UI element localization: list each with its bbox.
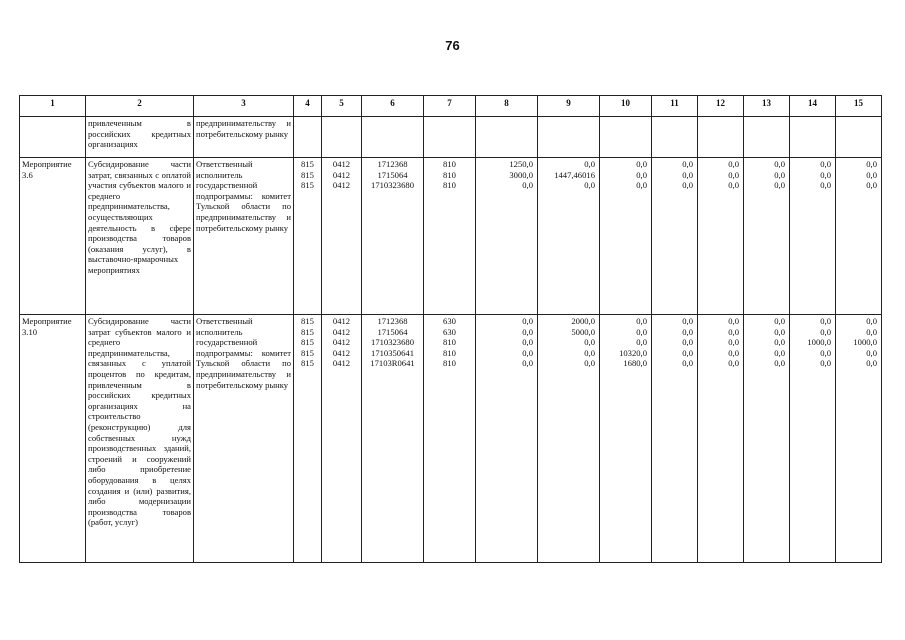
value-cell-c10	[600, 117, 652, 158]
value-line: 3000,0	[509, 169, 533, 180]
value-line: 0,0	[728, 316, 739, 326]
value-cell-c15	[836, 315, 882, 563]
column-header-2: 2	[86, 96, 194, 117]
value-line: 815	[301, 180, 314, 191]
column-header-3: 3	[194, 96, 294, 117]
column-header-15: 15	[836, 96, 882, 117]
value-line: 0,0	[728, 337, 739, 348]
value-line: 815	[301, 169, 314, 180]
column-header-12: 12	[698, 96, 744, 117]
value-line: 815	[301, 358, 314, 369]
value-cell-c4	[294, 315, 322, 563]
event-cell: Мероприятие 3.10	[20, 315, 86, 563]
value-line: 810	[443, 159, 456, 169]
value-line: 0,0	[584, 358, 595, 369]
value-cell-c6	[362, 117, 424, 158]
description-cell: Субсидирование части затрат, связанных с оплатой участия субъектов малого и среднего предпринимательства, осуществляющих деятельность в сфере производства товаров (оказания услуг), в выставочно-ярмарочных мероприятиях	[86, 158, 194, 315]
value-line: 0412	[332, 337, 351, 348]
value-cell-c4	[294, 158, 322, 315]
value-cell-c7	[424, 117, 476, 158]
value-line: 810	[443, 358, 456, 369]
value-line: 810	[443, 180, 456, 191]
value-cell-c12	[698, 158, 744, 315]
value-line: 1447,46016	[554, 169, 595, 180]
value-line: 815	[301, 159, 314, 169]
value-line: 0,0	[522, 358, 533, 369]
value-cell-c7	[424, 315, 476, 563]
value-line: 1250,0	[509, 159, 533, 169]
value-line: 0,0	[774, 326, 785, 337]
value-cell-c10	[600, 158, 652, 315]
value-line: 1715064	[377, 326, 408, 337]
value-line: 0,0	[728, 169, 739, 180]
value-line: 0,0	[522, 347, 533, 358]
value-line: 0412	[332, 159, 351, 169]
executor-cell: Ответственный исполнитель государственной подпрограммы: комитет Тульской области по предпринимательству и потребительскому рынку	[194, 315, 294, 563]
value-line: 815	[301, 316, 314, 326]
column-header-7: 7	[424, 96, 476, 117]
column-header-8: 8	[476, 96, 538, 117]
value-line: 0,0	[728, 159, 739, 169]
value-line: 0,0	[774, 316, 785, 326]
value-line: 0,0	[728, 347, 739, 358]
value-line: 0,0	[774, 169, 785, 180]
value-line: 0,0	[682, 337, 693, 348]
value-line: 0,0	[584, 159, 595, 169]
table-row	[20, 158, 882, 315]
budget-table	[19, 95, 882, 563]
value-cell-c15	[836, 158, 882, 315]
value-line: 0,0	[682, 159, 693, 169]
value-cell-c6	[362, 158, 424, 315]
value-cell-c14	[790, 315, 836, 563]
value-line: 1000,0	[807, 337, 831, 348]
value-line: 0,0	[636, 169, 647, 180]
value-line: 0,0	[522, 180, 533, 191]
value-cell-c5	[322, 158, 362, 315]
value-line: 1712368	[377, 316, 408, 326]
column-header-11: 11	[652, 96, 698, 117]
value-line: 1715064	[377, 169, 408, 180]
value-line: 0,0	[820, 159, 831, 169]
value-line: 0412	[332, 316, 351, 326]
value-line: 630	[443, 316, 456, 326]
value-cell-c8	[476, 117, 538, 158]
value-cell-c6	[362, 315, 424, 563]
value-line: 815	[301, 337, 314, 348]
column-header-13: 13	[744, 96, 790, 117]
value-line: 0,0	[774, 347, 785, 358]
value-line: 0,0	[866, 326, 877, 337]
value-line: 0,0	[682, 169, 693, 180]
value-line: 0,0	[522, 337, 533, 348]
value-line: 0,0	[866, 347, 877, 358]
value-cell-c12	[698, 117, 744, 158]
value-cell-c15	[836, 117, 882, 158]
value-line: 1680,0	[623, 358, 647, 369]
executor-cell: Ответственный исполнитель государственной подпрограммы: комитет Тульской области по предпринимательству и потребительскому рынку	[194, 158, 294, 315]
value-line: 0,0	[866, 358, 877, 369]
column-header-1: 1	[20, 96, 86, 117]
value-line: 0,0	[682, 316, 693, 326]
value-line: 0,0	[820, 316, 831, 326]
value-line: 1710323680	[371, 180, 414, 191]
value-cell-c8	[476, 158, 538, 315]
value-line: 815	[301, 347, 314, 358]
value-line: 5000,0	[571, 326, 595, 337]
value-line: 0,0	[820, 180, 831, 191]
value-line: 0,0	[820, 358, 831, 369]
value-line: 0,0	[522, 326, 533, 337]
value-cell-c5	[322, 315, 362, 563]
value-line: 0,0	[728, 180, 739, 191]
value-line: 1000,0	[853, 337, 877, 348]
value-line: 0,0	[820, 347, 831, 358]
value-cell-c12	[698, 315, 744, 563]
value-line: 0412	[332, 358, 351, 369]
value-line: 0,0	[636, 159, 647, 169]
value-line: 0,0	[866, 169, 877, 180]
value-line: 0,0	[584, 347, 595, 358]
value-line: 1710323680	[371, 337, 414, 348]
value-line: 0,0	[682, 326, 693, 337]
value-line: 0,0	[774, 159, 785, 169]
event-cell: Мероприятие 3.6	[20, 158, 86, 315]
value-cell-c7	[424, 158, 476, 315]
value-line: 2000,0	[571, 316, 595, 326]
value-line: 1710350641	[371, 347, 414, 358]
value-line: 0,0	[774, 337, 785, 348]
value-cell-c14	[790, 158, 836, 315]
value-cell-c4	[294, 117, 322, 158]
value-line: 0,0	[636, 316, 647, 326]
executor-cell: предпринимательству и потребительскому рынку	[194, 117, 294, 158]
value-line: 810	[443, 169, 456, 180]
value-cell-c9	[538, 315, 600, 563]
value-line: 810	[443, 347, 456, 358]
column-header-6: 6	[362, 96, 424, 117]
value-line: 0,0	[584, 180, 595, 191]
value-line: 0,0	[728, 358, 739, 369]
value-cell-c13	[744, 117, 790, 158]
value-cell-c13	[744, 158, 790, 315]
column-header-14: 14	[790, 96, 836, 117]
value-line: 1712368	[377, 159, 408, 169]
value-line: 630	[443, 326, 456, 337]
value-line: 0412	[332, 169, 351, 180]
value-line: 0,0	[866, 180, 877, 191]
value-line: 0412	[332, 180, 351, 191]
value-line: 0,0	[728, 326, 739, 337]
value-line: 0,0	[774, 358, 785, 369]
value-line: 0,0	[636, 337, 647, 348]
description-cell: привлеченным в российских кредитных организациях	[86, 117, 194, 158]
header-row	[20, 96, 882, 117]
value-line: 0,0	[866, 159, 877, 169]
value-line: 17103R0641	[370, 358, 415, 369]
column-header-5: 5	[322, 96, 362, 117]
column-header-9: 9	[538, 96, 600, 117]
value-cell-c14	[790, 117, 836, 158]
value-cell-c9	[538, 117, 600, 158]
value-cell-c11	[652, 117, 698, 158]
value-line: 0,0	[584, 337, 595, 348]
value-cell-c11	[652, 315, 698, 563]
value-line: 10320,0	[619, 347, 647, 358]
value-line: 0,0	[522, 316, 533, 326]
value-line: 0412	[332, 347, 351, 358]
value-line: 0412	[332, 326, 351, 337]
value-cell-c9	[538, 158, 600, 315]
value-line: 0,0	[636, 180, 647, 191]
value-line: 0,0	[682, 347, 693, 358]
value-line: 0,0	[682, 180, 693, 191]
value-cell-c10	[600, 315, 652, 563]
value-line: 810	[443, 337, 456, 348]
value-cell-c8	[476, 315, 538, 563]
value-line: 0,0	[820, 169, 831, 180]
value-cell-c11	[652, 158, 698, 315]
value-line: 815	[301, 326, 314, 337]
description-cell: Субсидирование части затрат субъектов малого и среднего предпринимательства, связанных с уплатой процентов по кредитам, привлеченным в российских кредитных организациях на строительство (реконструкцию) для собственных нужд производственных зданий, строений и сооружений либо приобретение оборудования в целях создания и (или) развития, либо модернизации производства товаров (работ, услуг)	[86, 315, 194, 563]
table-row	[20, 117, 882, 158]
value-line: 0,0	[682, 358, 693, 369]
event-cell	[20, 117, 86, 158]
value-line: 0,0	[866, 316, 877, 326]
value-line: 0,0	[820, 326, 831, 337]
value-cell-c5	[322, 117, 362, 158]
column-header-4: 4	[294, 96, 322, 117]
value-cell-c13	[744, 315, 790, 563]
value-line: 0,0	[774, 180, 785, 191]
column-header-10: 10	[600, 96, 652, 117]
value-line: 0,0	[636, 326, 647, 337]
table-row	[20, 315, 882, 563]
page-number: 76	[445, 38, 460, 53]
